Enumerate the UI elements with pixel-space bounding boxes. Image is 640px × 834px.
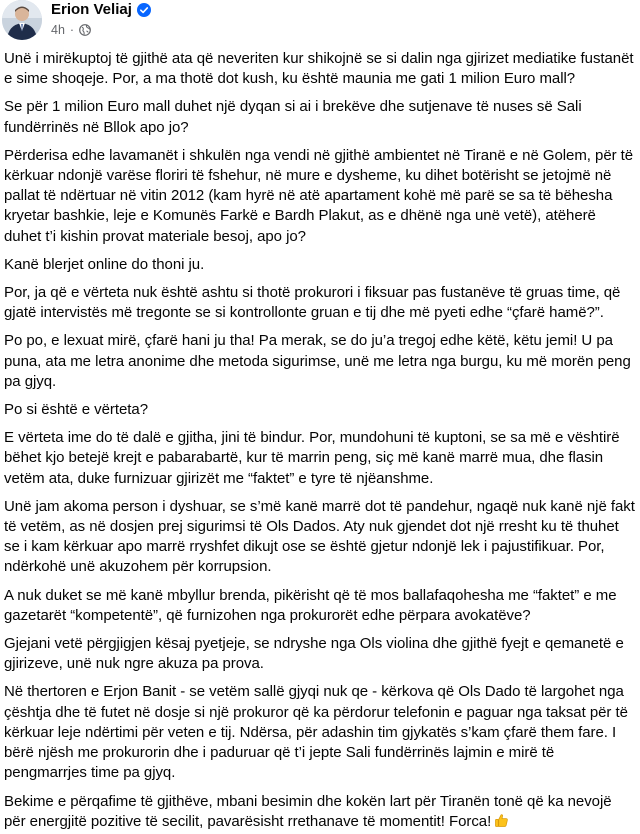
post-paragraph: Kanë blerjet online do thoni ju. xyxy=(4,255,205,273)
meta-separator: · xyxy=(69,23,75,37)
globe-icon[interactable] xyxy=(79,24,91,36)
verified-badge-icon xyxy=(137,3,151,17)
post-paragraph: Gjejani vetë përgjigjen kësaj pyetjeje, se ndryshe nga Ols violina dhe gjithë fyejt e qemanetë e gjirizeve, unë nuk ngre akuza pa prova. xyxy=(4,635,624,673)
author-avatar[interactable] xyxy=(2,0,42,40)
post-paragraph: E vërteta ime do të dalë e gjitha, jini të bindur. Por, mundohuni të kuptoni, se sa më e vështirë bëhet kjo betejë krejt e pabarabartë, kur të marrin peng, siç më kanë marrë mua, dhe flasin vetëm ata, duke furnizuar gjirizët me “faktet” e tyre të njëanshme. xyxy=(4,429,620,487)
post-paragraph: Por, ja që e vërteta nuk është ashtu si thotë prokurori i fiksuar pas fustanëve të gruas time, që gjatë intervistës më tregonte se si kontrollonte gruan e tij dhe më pyeti edhe “çfarë hamë?”. xyxy=(4,284,621,322)
post-paragraph: Unë i mirëkuptoj të gjithë ata që neveriten kur shikojnë se si dalin nga gjirizet mediatike fustanët e sime shoqeje. Por, a ma thotë dot kush, ku është maunia me gati 1 milion Euro mall? xyxy=(4,50,634,88)
post-paragraph: Se për 1 milion Euro mall duhet një dyqan si ai i brekëve dhe sutjenave të nuses së Sali fundërrinës në Bllok apo jo? xyxy=(4,98,582,136)
thumbs-up-emoji-icon xyxy=(494,813,509,834)
post-body xyxy=(4,49,636,834)
avatar-photo xyxy=(2,0,42,40)
author-name[interactable] xyxy=(51,1,151,18)
post-paragraph: Përderisa edhe lavamanët i shkulën nga vendi në gjithë ambientet në Tiranë e në Golem, për të kërkuar ndonjë varëse floriri të fshehur, në mure e dysheme, ku dihet botërisht se jetojmë në pallat të ndërtuar në vitin 2012 (kam hyrë në atë apartament kohë më parë se sa të bëhesha kryetar bashkie, leje e Komunës Farkë e Bardh Plakut, as e dhënë nga unë vetë), atëherë duhet t’i kishin provat materiale besoj, apo jo? xyxy=(4,146,634,245)
post-paragraph: Në thertoren e Erjon Banit - se vetëm sallë gjyqi nuk qe - kërkova që Ols Dado të largohet nga çështja dhe të futet në dosje si një prokuror që ka përdorur telefonin e paguar nga taksat për të kërkuar leje ndërtimi për veten e tij. Ndërsa, për adashin tim gjykatës s’kam çfarë them fare. I bërë njësh me prokurorin dhe i paduruar që t’i jepte Sali fundërrinës lajmin e mirë të pengmarrjes time pa gjyq. xyxy=(4,683,628,782)
post-paragraph-closing xyxy=(4,792,636,834)
closing-text: Bekime e përqafime të gjithëve, mbani besimin dhe kokën lart për Tiranën tonë që ka nevojë për energjitë pozitive të secilit, pavarësisht rrethanave të momentit! Forca! xyxy=(4,792,612,830)
post-paragraph: Po po, e lexuat mirë, çfarë hani ju tha! Pa merak, se do ju’a tregoj edhe këtë, këtu jemi! U pa puna, ata me letra anonime dhe metoda sigurimse, unë me letra nga burgu, ku më morën peng pa gjyq. xyxy=(4,332,631,390)
post-paragraph: Unë jam akoma person i dyshuar, se s’më kanë marrë dot të pandehur, ngaqë nuk kanë një fakt të vetëm, as në dosjen prej sigurimsi të Ols Dados. Aty nuk gjendet dot një rresht ku të thuhet se i kam kërkuar apo marrë rryshfet dikujt ose se është gjetur ndonjë lek i pajustifikuar. Por, ndërkohë unë akuzohem për korrupsion. xyxy=(4,497,635,576)
post-meta xyxy=(51,23,91,37)
author-name-text[interactable]: Erion Veliaj xyxy=(51,1,132,18)
post-timestamp[interactable]: 4h xyxy=(51,23,65,37)
post-paragraph: A nuk duket se më kanë mbyllur brenda, pikërisht që të mos ballafaqohesha me “faktet” e me gazetarët “kompetentë”, që furnizohen nga prokurorët edhe përpara avokatëve? xyxy=(4,586,617,624)
post-header xyxy=(0,0,640,44)
post-paragraph: Po si është e vërteta? xyxy=(4,401,148,419)
